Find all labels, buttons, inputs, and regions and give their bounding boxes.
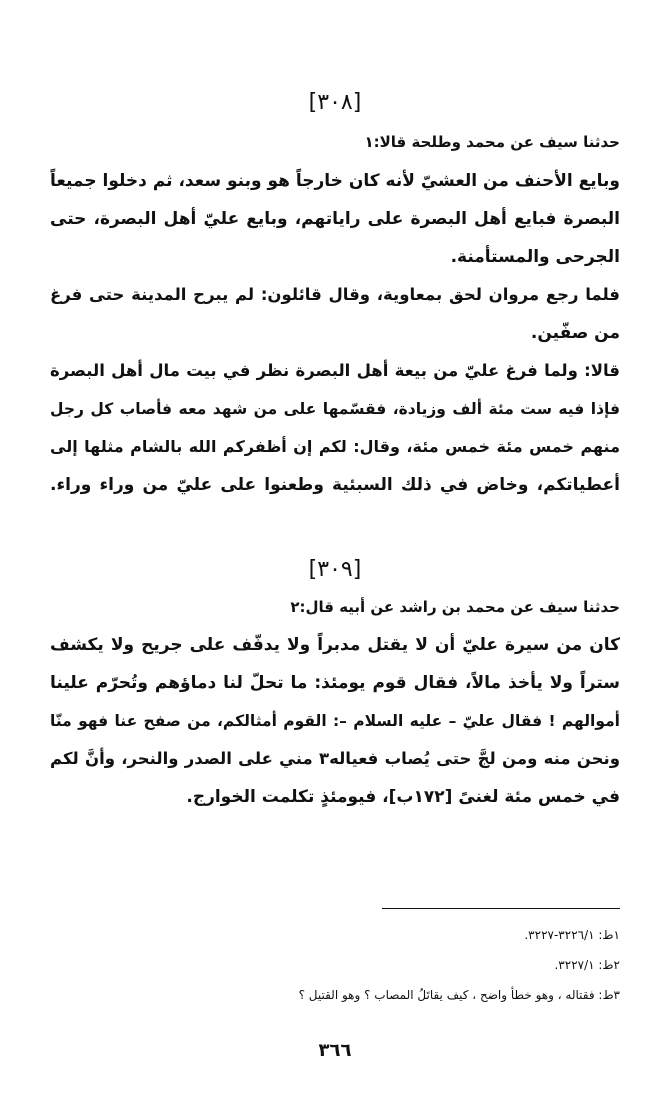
- text-line: ستراً ولا يأخذ مالاً، فقال قوم يومئذ: ما تحلّ لنا دماؤهم وتُحرّم علينا: [50, 673, 620, 693]
- section-308-number: [٣٠٨]: [308, 90, 362, 115]
- footnote-3: ٣ط: فقتاله ، وهو خطأ واضح ، كيف يقاتَلُ المصاب ؟ وهو القتيل ؟: [298, 988, 620, 1002]
- text-line: الجرحى والمستأمنة.: [450, 247, 620, 267]
- text-line: فلما رجع مروان لحق بمعاوية، وقال قائلون: لم يبرح المدينة حتى فرغ: [50, 285, 620, 304]
- text-line: من صفّين.: [530, 323, 620, 343]
- footnote-separator: [382, 908, 620, 909]
- section-309-isnad: حدثنا سيف عن محمد بن راشد عن أبيه قال:٢: [290, 598, 620, 616]
- footnote-1: ١ط: ٣٢٢٦/١-٣٢٢٧.: [524, 928, 620, 942]
- text-line: كان من سيرة عليّ أن لا يقتل مدبراً ولا يدفّف على جريح ولا يكشف: [50, 635, 620, 655]
- footnote-2: ٢ط: ٣٢٢٧/١.: [554, 958, 620, 972]
- section-309-text: [50, 630, 620, 820]
- text-line: أعطياتكم، وخاض في ذلك السبئية وطعنوا على عليّ من وراء وراء.: [50, 475, 620, 495]
- section-308-isnad: حدثنا سيف عن محمد وطلحة قالا:١: [364, 133, 620, 151]
- section-309-number: [٣٠٩]: [308, 557, 362, 582]
- section-308-text: [50, 166, 620, 508]
- text-line: في خمس مئة لغنىً [١٧٢ب]، فيومئذٍ تكلمت الخوارج.: [186, 787, 620, 807]
- page-number: ٣٦٦: [318, 1040, 352, 1061]
- text-line: منهم خمس مئة خمس مئة، وقال: لكم إن أظفركم الله بالشام مثلها إلى: [50, 437, 620, 456]
- text-line: فإذا فيه ست مئة ألف وزيادة، فقسّمها على من شهد معه فأصاب كل رجل: [50, 400, 620, 418]
- text-line: ونحن منه ومن لجَّ حتى يُصاب فعياله٣ مني على الصدر والنحر، وأنَّ لكم: [50, 749, 620, 768]
- text-line: قالا: ولما فرغ عليّ من بيعة أهل البصرة نظر في بيت مال أهل البصرة: [50, 361, 620, 380]
- text-line: البصرة فبايع أهل البصرة على راياتهم، وبايع عليّ أهل البصرة، حتى: [50, 209, 620, 229]
- text-line: وبايع الأحنف من العشيّ لأنه كان خارجاً هو وبنو سعد، ثم دخلوا جميعاً: [50, 171, 620, 191]
- text-line: أموالهم ! فقال عليّ – عليه السلام –: القوم أمثالكم، من صفح عنا فهو منّا: [50, 712, 620, 730]
